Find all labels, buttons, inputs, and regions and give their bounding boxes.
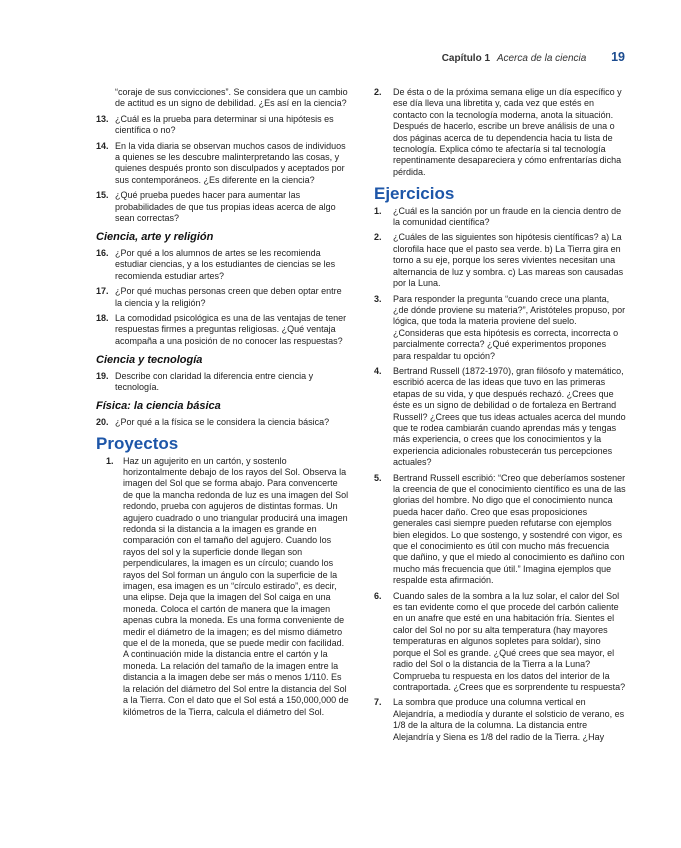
question-number: 19.	[96, 370, 109, 381]
question-number: 17.	[96, 286, 109, 297]
question-text: ¿Por qué muchas personas creen que deben optar entre la ciencia y la religión?	[115, 286, 342, 308]
question-item	[96, 141, 349, 187]
subheading-fisica-ciencia-basica: Física: la ciencia básica	[96, 400, 221, 413]
question-item	[96, 417, 349, 428]
question-item	[96, 114, 349, 137]
question-text: ¿Por qué a los alumnos de artes se les recomienda estudiar ciencias, y a los estudiantes de ciencias se les recomienda estudiar artes?	[115, 247, 336, 281]
question-item	[96, 313, 349, 347]
project-item	[374, 87, 626, 178]
exercise-text: Bertrand Russell (1872-1970), gran filósofo y matemático, escribió acerca de las ideas que tuvo en las primeras etapas de su vida, y que después rechazó. ¿Crees que éste es un signo de debilidad o de fortaleza en Bertrand Russell? ¿Crees que tus ideas actuales acerca del mundo que te rodea cambiarán cuando aprendas más y tengas más experiencia, o crees que los conocimientos y la experiencia adicionales robustecerán tus percepciones actuales?	[393, 365, 626, 468]
exercise-text: ¿Cuáles de las siguientes son hipótesis científicas? a) La clorofila hace que el pasto sea verde. b) La Tierra gira en torno a su eje, porque los seres vivientes necesitan una alternancia de luz y sombra. c) Las mareas son causadas por la Luna.	[393, 232, 624, 289]
exercise-text: Bertrand Russell escribió: “Creo que deberíamos sostener la creencia de que el conocimiento científico es una de las glorias del hombre. No digo que el conocimiento nunca pueda hacer daño. Creo que esas proposiciones generales casi siempre pueden refutarse con ejemplos bien elegidos. Lo que sostengo, y sostendré con vigor, es que el conocimiento es útil con mucho más frecuencia que dañino, y que el miedo al conocimiento es dañino con mucho más frecuencia que útil.” Imagina ejemplos que respalde esta afirmación.	[393, 472, 626, 586]
project-item	[96, 456, 349, 718]
question-number: 16.	[96, 247, 109, 258]
question-number: 20.	[96, 416, 109, 427]
section-heading-ejercicios: Ejercicios	[374, 184, 455, 204]
question-item	[96, 190, 349, 224]
question-text: Describe con claridad la diferencia entre ciencia y tecnología.	[115, 370, 314, 392]
exercise-item	[374, 697, 626, 743]
question-text: ¿Qué prueba puedes hacer para aumentar las probabilidades de que tus propias ideas acerca de algo sean correctas?	[115, 190, 336, 224]
exercise-text: Para responder la pregunta “cuando crece una planta, ¿de dónde proviene su materia?”, Aristóteles propuso, por lógica, que toda la materia proviene del suelo. ¿Consideras que esta hipótesis es correcta, incorrecta o parcialmente correcta? ¿Qué experimentos propones para respaldar tu opción?	[393, 293, 626, 361]
question-item	[96, 286, 349, 309]
exercise-number: 7.	[374, 697, 382, 708]
question-text: En la vida diaria se observan muchos casos de individuos a quienes se les descubre malinterpretando las cosas, y quienes después pronto son disculpados y aceptados por sus contemporáneos. ¿Es diferente en la ciencia?	[115, 140, 346, 185]
exercise-text: Cuando sales de la sombra a la luz solar, el calor del Sol es tan evidente como el que procede del carbón caliente en un anafre que esté en una habitación fría. Sientes el calor del Sol no por su alta temperatura (hay mayores temperaturas en algunos sopletes para soldar), sino porque el Sol es grande. ¿Qué crees que sea mayor, el radio del Sol o la distancia de la Tierra a la Luna? Comprueba tu respuesta en los datos del interior de la contraportada. ¿Crees que es sorprendente tu respuesta?	[393, 590, 626, 692]
exercise-item	[374, 473, 626, 587]
exercise-number: 2.	[374, 232, 382, 243]
exercise-item	[374, 294, 626, 362]
exercise-item	[374, 591, 626, 694]
chapter-label: Capítulo 1	[441, 53, 491, 64]
exercise-text: ¿Cuál es la sanción por un fraude en la ciencia dentro de la comunidad científica?	[393, 205, 622, 228]
question-number: 15.	[96, 190, 109, 201]
question-number: 18.	[96, 312, 109, 323]
page-number: 19	[611, 50, 625, 64]
question-number: 14.	[96, 140, 109, 151]
project-text: De ésta o de la próxima semana elige un día específico y ese día lleva una libretita y, cada vez que estés en contacto con la tecnología moderna, anota la situación. Después de hacerlo, escribe un breve análisis de una o dos páginas acerca de tu dependencia hacia tu lista de tecnología. Explica cómo te afectaría si tal tecnología repentinamente desapareciera y cómo enfrentarías dicha pérdida.	[393, 87, 622, 177]
question-text: ¿Por qué a la física se le considera la ciencia básica?	[115, 416, 330, 427]
question-item	[96, 248, 349, 282]
chapter-subtitle: Acerca de la ciencia	[496, 53, 587, 64]
section-heading-proyectos: Proyectos	[96, 434, 179, 454]
question-number: 13.	[96, 113, 109, 124]
exercise-text: La sombra que produce una columna vertical en Alejandría, a mediodía y durante el solsticio de verano, es 1/8 de la altura de la columna. La distancia entre Alejandría y Siena es 1/8 del radio de la Tierra. ¿Hay	[393, 697, 625, 742]
exercise-number: 6.	[374, 590, 382, 601]
exercise-item	[374, 206, 626, 229]
project-number: 2.	[374, 87, 382, 97]
right-column	[374, 87, 626, 747]
left-column	[96, 87, 349, 722]
running-header	[442, 50, 625, 64]
subheading-ciencia-tecnologia: Ciencia y tecnología	[96, 354, 203, 367]
question-text: ¿Cuál es la prueba para determinar si una hipótesis es científica o no?	[115, 113, 334, 136]
question-item	[96, 371, 349, 394]
subheading-ciencia-arte-religion: Ciencia, arte y religión	[96, 231, 214, 244]
exercise-number: 3.	[374, 293, 382, 304]
continued-question-text: “coraje de sus convicciones”. Se considera que un cambio de actitud es un signo de debilidad. ¿Es así en la ciencia?	[115, 87, 348, 109]
exercise-number: 4.	[374, 365, 382, 376]
project-number: 1.	[106, 455, 114, 466]
exercise-number: 5.	[374, 472, 382, 483]
exercise-item	[374, 366, 626, 469]
exercise-item	[374, 232, 626, 289]
exercise-number: 1.	[374, 205, 382, 216]
project-text: Haz un agujerito en un cartón, y sostenlo horizontalmente debajo de los rayos del Sol. Observa la imagen del Sol que se forma abajo. Para convencerte de que la mancha redonda de luz es una imagen del Sol redondo, prueba con agujeros de distintas formas. Un agujero cuadrado o uno triangular producirá una imagen redonda si la distancia a la imagen es grande en comparación con el tamaño del agujero. Cuando los rayos del sol y la superficie donde llegan son perpendiculares, la imagen es un círculo; cuando los rayos del Sol forman un ángulo con la superficie de la imagen, esa imagen es un “círculo estirado”, es decir, una elipse. Deja que la imagen del Sol caiga en una moneda. Coloca el cartón de manera que la imagen apenas cubra la moneda. Es una forma conveniente de medir el diámetro de la imagen; es del mismo diámetro que el de la moneda, que se puede medir con facilidad. A continuación mide la distancia entre el cartón y la moneda. La relación del tamaño de la imagen entre la distancia a la imagen debe ser más o menos 1/110. Es la relación del diámetro del Sol entre la distancia del Sol a la Tierra. Con el dato que el Sol está a 150,000,000 de kilómetros de la Tierra, calcula el diámetro del Sol.	[123, 455, 349, 717]
question-text: La comodidad psicológica es una de las ventajas de tener respuestas firmes a preguntas religiosas. ¿Qué ventaja acompaña a una posición de no conocer las respuestas?	[115, 312, 347, 346]
